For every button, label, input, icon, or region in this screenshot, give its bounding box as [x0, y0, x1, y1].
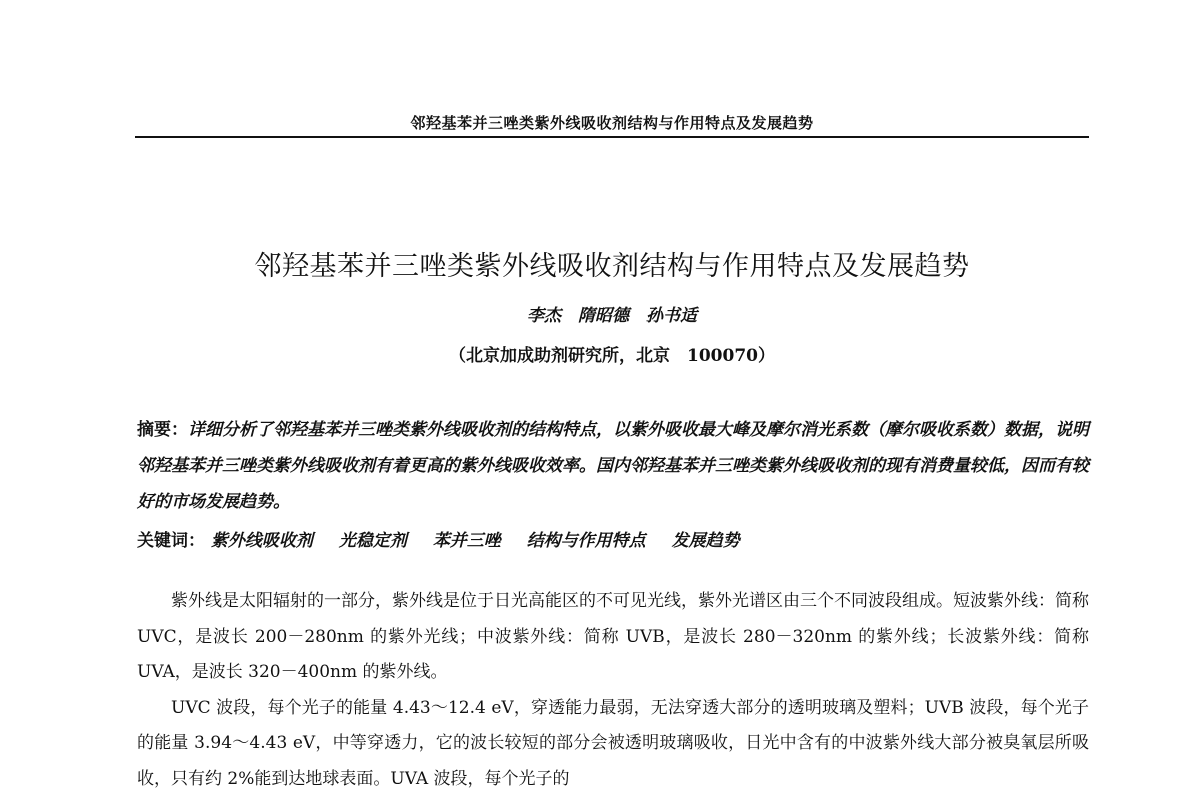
keyword-item: 发展趋势 — [671, 531, 740, 551]
abstract-text: 详细分析了邻羟基苯并三唑类紫外线吸收剂的结构特点，以紫外吸收最大峰及摩尔消光系数（摩尔吸收系数）数据，说明邻羟基苯并三唑类紫外线吸收剂有着更高的紫外线吸收效率。国内邻羟基苯并三唑类紫外线吸收剂的现有消费量较低，因而有较好的市场发展趋势。 — [137, 420, 1089, 512]
keyword-item: 结构与作用特点 — [526, 531, 646, 551]
keywords-label: 关键词： — [137, 531, 205, 551]
keyword-item: 光稳定剂 — [338, 531, 407, 551]
affiliation: （北京加成助剂研究所，北京 100070） — [449, 346, 775, 366]
abstract — [137, 412, 1089, 520]
body-paragraph: UVC 波段，每个光子的能量 4.43～12.4 eV，穿透能力最弱，无法穿透大部分的透明玻璃及塑料；UVB 波段，每个光子的能量 3.94～4.43 eV，中等穿透力，它的波长较短的部分会被透明玻璃吸收，日光中含有的中波紫外线大部分被臭氧层所吸收，只有约 2%能到达地球表面。UVA 波段，每个光子的 — [137, 697, 1089, 789]
header-rule — [135, 136, 1089, 138]
abstract-label: 摘要： — [137, 420, 188, 440]
authors: 李杰 隋昭德 孙书适 — [527, 306, 697, 326]
body-text — [137, 584, 1089, 797]
keywords — [137, 527, 1089, 555]
body-paragraph: 紫外线是太阳辐射的一部分，紫外线是位于日光高能区的不可见光线，紫外光谱区由三个不同波段组成。短波紫外线：简称 UVC，是波长 200－280nm 的紫外光线；中波紫外线：简称 UVB，是波长 280－320nm 的紫外线；长波紫外线：简称 UVA，是波长 320－400nm 的紫外线。 — [137, 591, 1089, 682]
keyword-item: 紫外线吸收剂 — [210, 531, 313, 551]
keyword-item: 苯并三唑 — [432, 531, 501, 551]
paper-title: 邻羟基苯并三唑类紫外线吸收剂结构与作用特点及发展趋势 — [254, 251, 970, 282]
keywords-list — [205, 531, 760, 551]
running-header: 邻羟基苯并三唑类紫外线吸收剂结构与作用特点及发展趋势 — [410, 114, 814, 132]
